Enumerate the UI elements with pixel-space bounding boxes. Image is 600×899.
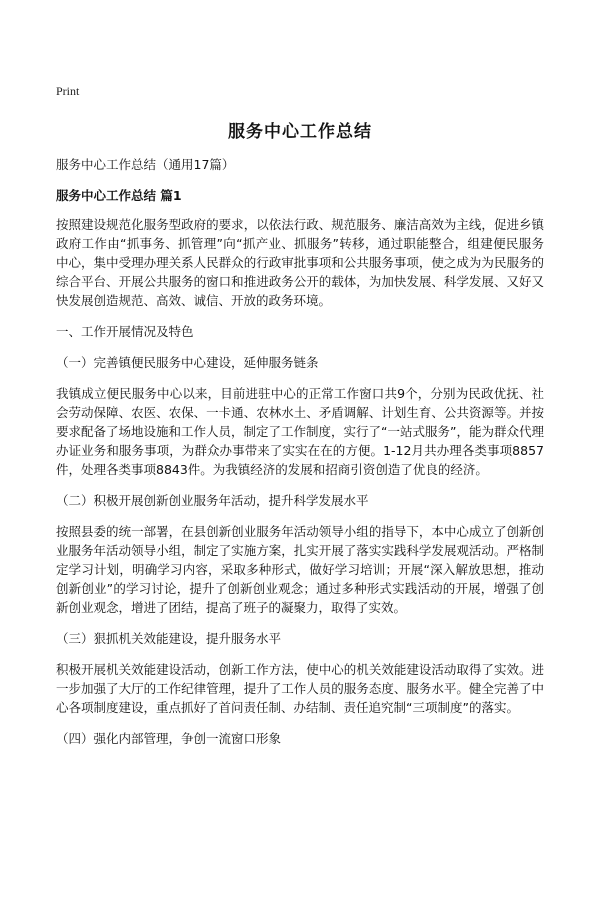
subheading-4: （四）强化内部管理，争创一流窗口形象 (56, 731, 282, 746)
section-title: 服务中心工作总结 篇1 (56, 188, 182, 203)
intro-paragraph: 按照建设规范化服务型政府的要求，以依法行政、规范服务、廉洁高效为主线，促进乡镇政府工作由“抓事务、抓管理”向“抓产业、抓服务”转移，通过职能整合，组建便民服务中心，集中受理办理关系人民群众的行政审批事项和公共服务事项，使之成为为民服务的综合平台、开展公共服务的窗口和推进政务公开的载体，为加快发展、科学发展、又好又快发展创造规范、高效、诚信、开放的政务环境。 (56, 217, 544, 308)
subheading-2: （二）积极开展创新创业服务年活动，提升科学发展水平 (56, 493, 369, 508)
paragraph-3: 积极开展机关效能建设活动，创新工作方法，使中心的机关效能建设活动取得了实效。进一步加强了大厅的工作纪律管理，提升了工作人员的服务态度、服务水平。健全完善了中心各项制度建设，重点抓好了首问责任制、办结制、责任追究制“三项制度”的落实。 (56, 662, 544, 715)
document-subtitle: 服务中心工作总结（通用17篇） (56, 157, 235, 172)
paragraph-2: 按照县委的统一部署，在县创新创业服务年活动领导小组的指导下，本中心成立了创新创业服务年活动领导小组，制定了实施方案，扎实开展了落实实践科学发展观活动。严格制定学习计划，明确学习内容，采取多种形式，做好学习培训；开展“深入解放思想，推动创新创业”的学习讨论，提升了创新创业观念；通过多种形式实践活动的开展，增强了创新创业观念，增进了团结，提高了班子的凝聚力，取得了实效。 (56, 524, 544, 615)
heading-work-overview: 一、工作开展情况及特色 (56, 324, 194, 339)
document-body (56, 155, 544, 760)
print-label: Print (56, 84, 80, 98)
subheading-1: （一）完善镇便民服务中心建设，延伸服务链条 (56, 355, 319, 370)
page-title: 服务中心工作总结 (228, 122, 372, 142)
subheading-3: （三）狠抓机关效能建设，提升服务水平 (56, 631, 282, 646)
paragraph-1: 我镇成立便民服务中心以来，目前进驻中心的正常工作窗口共9个，分别为民政优抚、社会劳动保障、农医、农保、一卡通、农林水土、矛盾调解、计划生育、公共资源等。并按要求配备了场地设施和工作人员，制定了工作制度，实行了“一站式服务”，能为群众代理办证业务和服务事项，为群众办事带来了实实在在的方便。1-12月共办理各类事项8857件，处理各类事项8843件。为我镇经济的发展和招商引资创造了优良的经济。 (56, 386, 544, 477)
